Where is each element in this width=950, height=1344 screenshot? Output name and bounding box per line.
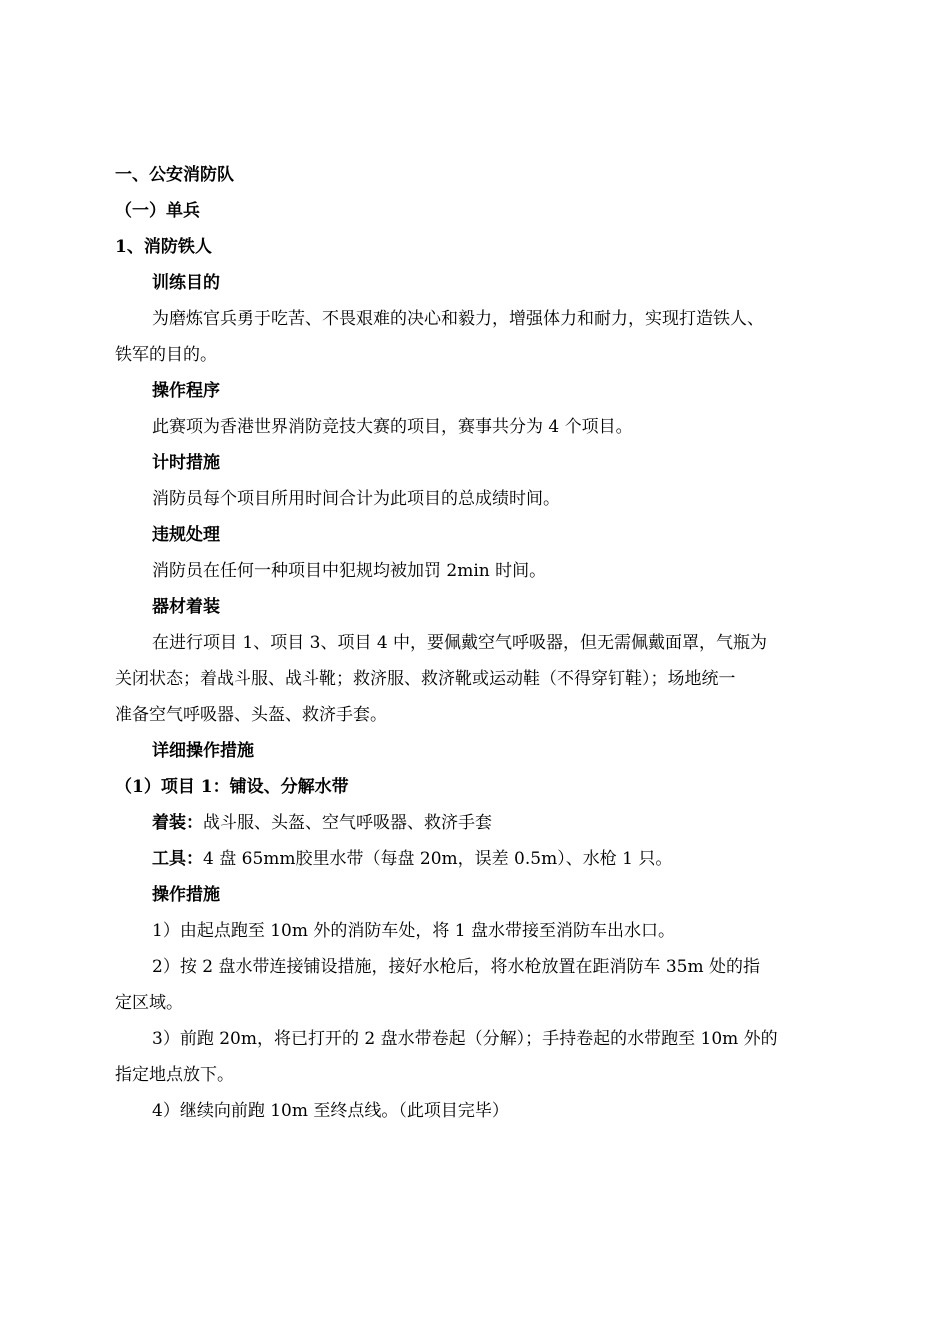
section-title-detail: 详细操作措施: [152, 741, 254, 761]
step-2-line-2: 定区域。: [115, 993, 183, 1013]
section-title-procedure: 操作程序: [152, 381, 220, 401]
item-1-tools-text: 4 盘 65mm胶里水带（每盘 20m，误差 0.5m）、水枪 1 只。: [203, 849, 673, 869]
item-1-tools: [152, 848, 672, 870]
step-4: 4）继续向前跑 10m 至终点线。（此项目完毕）: [152, 1101, 509, 1121]
paragraph-timing: 消防员每个项目所用时间合计为此项目的总成绩时间。: [152, 489, 560, 509]
section-title-timing: 计时措施: [152, 453, 220, 473]
heading-level-3: 1、消防铁人: [115, 237, 212, 257]
step-2-line-1: 2）按 2 盘水带连接铺设措施，接好水枪后，将水枪放置在距消防车 35m 处的指: [152, 957, 760, 977]
paragraph-purpose-line-2: 铁军的目的。: [115, 345, 217, 365]
item-1-wear: [152, 812, 492, 834]
item-1-operations-title: 操作措施: [152, 885, 220, 905]
step-1: 1）由起点跑至 10m 外的消防车处，将 1 盘水带接至消防车出水口。: [152, 921, 675, 941]
paragraph-purpose-line-1: 为磨炼官兵勇于吃苦、不畏艰难的决心和毅力，增强体力和耐力，实现打造铁人、: [152, 309, 764, 329]
paragraph-equipment-line-1: 在进行项目 1、项目 3、项目 4 中，要佩戴空气呼吸器，但无需佩戴面罩，气瓶为: [152, 633, 768, 653]
heading-level-2: （一）单兵: [115, 201, 200, 221]
section-title-equipment: 器材着装: [152, 597, 220, 617]
section-title-purpose: 训练目的: [152, 273, 220, 293]
heading-level-1: 一、公安消防队: [115, 165, 234, 185]
paragraph-violation: 消防员在任何一种项目中犯规均被加罚 2min 时间。: [152, 561, 547, 581]
paragraph-equipment-line-3: 准备空气呼吸器、头盔、救济手套。: [115, 705, 387, 725]
item-1-wear-label: 着装：: [152, 813, 203, 833]
section-title-violation: 违规处理: [152, 525, 220, 545]
step-3-line-1: 3）前跑 20m，将已打开的 2 盘水带卷起（分解）；手持卷起的水带跑至 10m 外的: [152, 1029, 778, 1049]
item-1-wear-text: 战斗服、头盔、空气呼吸器、救济手套: [203, 813, 492, 833]
item-1-tools-label: 工具：: [152, 849, 203, 869]
paragraph-procedure: 此赛项为香港世界消防竞技大赛的项目，赛事共分为 4 个项目。: [152, 417, 633, 437]
step-3-line-2: 指定地点放下。: [115, 1065, 234, 1085]
paragraph-equipment-line-2: 关闭状态；着战斗服、战斗靴；救济服、救济靴或运动鞋（不得穿钉鞋）；场地统一: [115, 669, 736, 689]
item-1-title: （1）项目 1：铺设、分解水带: [115, 777, 349, 797]
